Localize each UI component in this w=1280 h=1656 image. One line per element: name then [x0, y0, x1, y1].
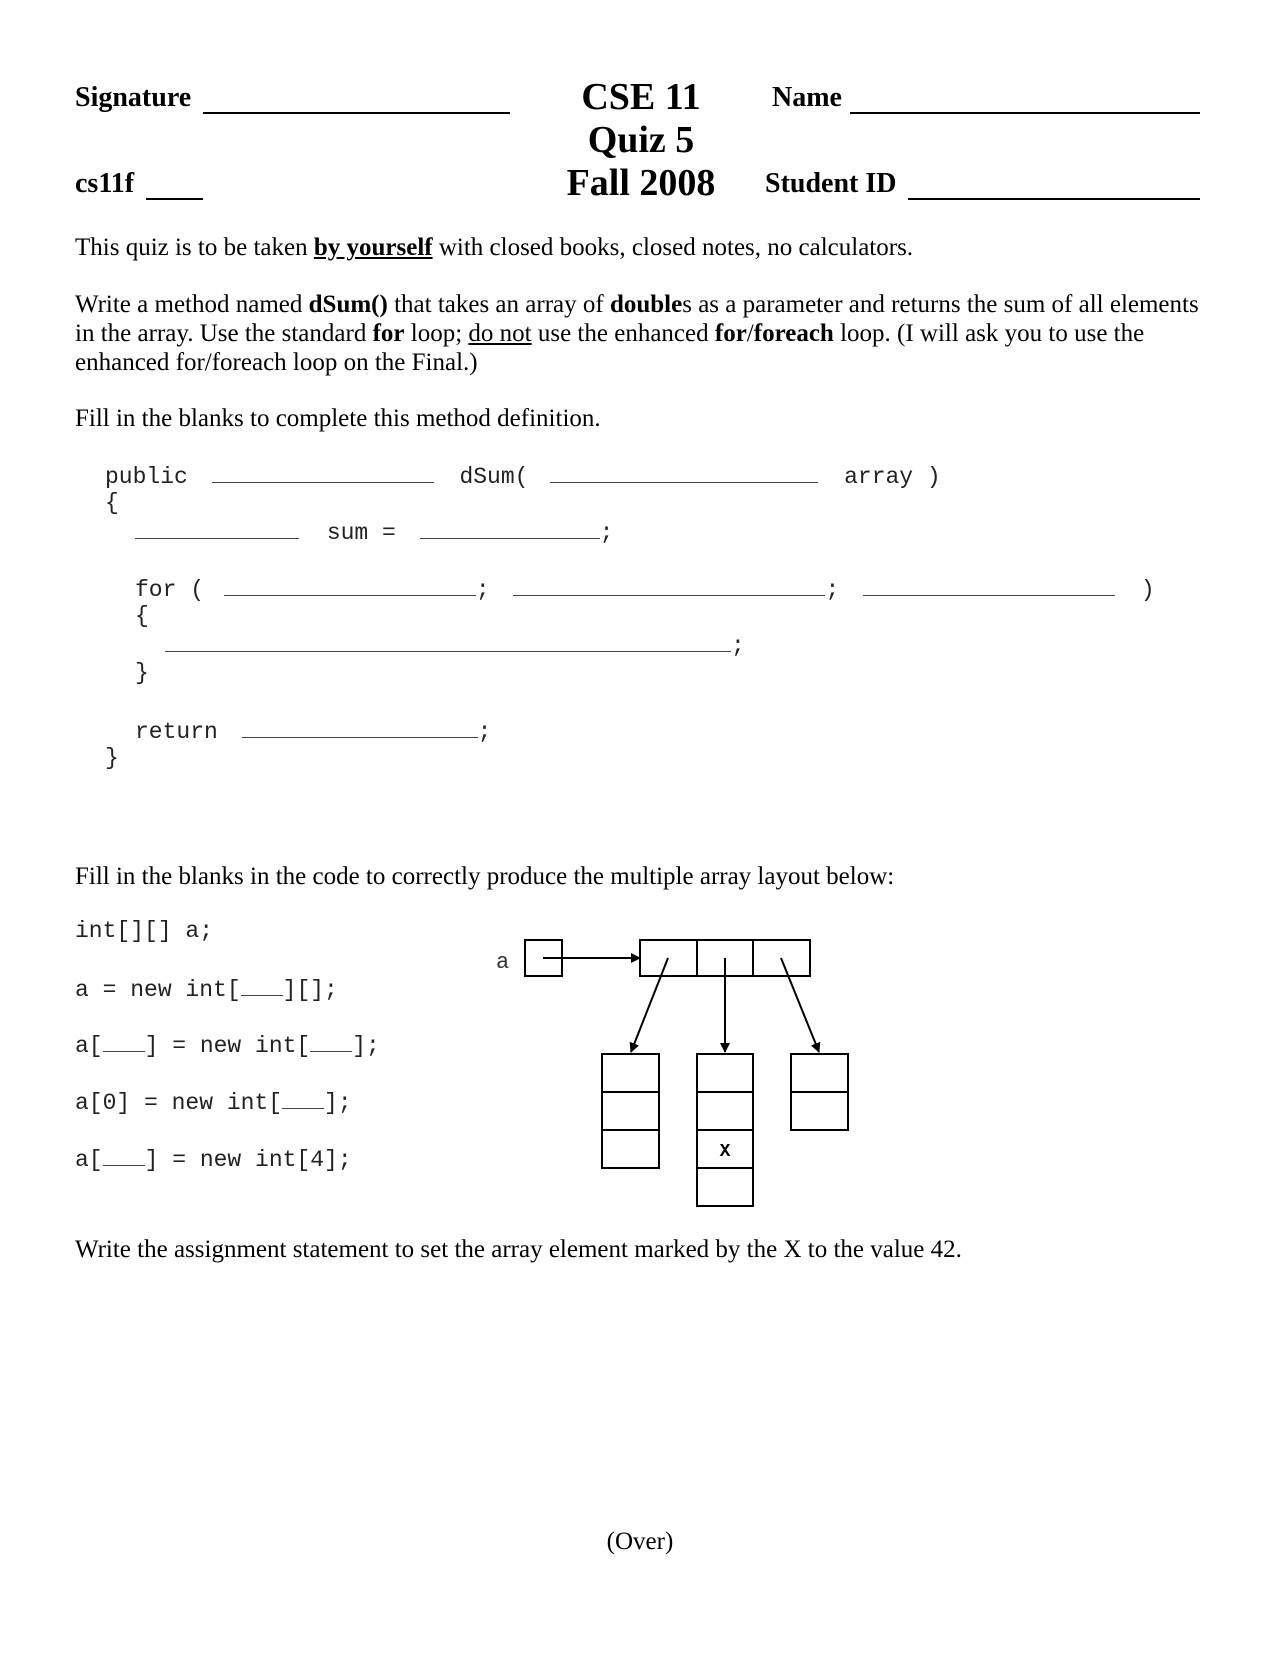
- row1-cell-3: [697, 1168, 753, 1206]
- row0-cell-2: [602, 1130, 659, 1168]
- over-label: (Over): [606, 1528, 674, 1555]
- signature-label: Signature: [75, 82, 192, 113]
- code-for-line: for ( ; ; ): [135, 577, 1155, 603]
- code-for-close-brace: }: [135, 660, 149, 686]
- code2-line-2: a = new int[ ][];: [75, 977, 338, 1003]
- code-sum-line: sum = ;: [135, 518, 613, 546]
- code-return-line: return ;: [135, 719, 492, 745]
- code2-line-3: a[ ] = new int[ ];: [75, 1033, 380, 1059]
- code-for-open-brace: {: [135, 603, 149, 629]
- outer-cell-0: [640, 940, 697, 976]
- code-close-brace: }: [105, 745, 119, 771]
- code2-line-1: int[][] a;: [75, 918, 214, 944]
- intro-text: This quiz is to be taken by yourself with closed books, closed notes, no calculators.: [75, 234, 914, 261]
- q2-instruction: Fill in the blanks in the code to correctly produce the multiple array layout below:: [75, 863, 895, 890]
- q3-instruction: Write the assignment statement to set the array element marked by the X to the value 42.: [75, 1236, 962, 1263]
- row2-cell-1: [791, 1092, 848, 1130]
- code-public-line: public dSum( array ): [105, 464, 941, 490]
- row2-cell-0: [791, 1054, 848, 1092]
- course-title: CSE 11: [581, 76, 701, 118]
- diagram-var-label: a: [496, 950, 510, 975]
- student-id-label: Student ID: [765, 168, 897, 199]
- q1-prompt: Write a method named dSum() that takes an array of doubles as a parameter and returns the sum of all elements in the array. Use the standard for loop; do not use the enhanced for/foreach loop. (I will ask you to use the enhanced for/foreach loop on the Final.): [75, 291, 1199, 376]
- quiz-title: Quiz 5: [587, 119, 695, 161]
- code-open-brace: {: [105, 490, 119, 516]
- code2-line-5: a[ ] = new int[4];: [75, 1147, 352, 1173]
- code2-line-4: a[0] = new int[ ];: [75, 1090, 352, 1116]
- code-body-line: ;: [165, 631, 745, 659]
- row1-cell-0: [697, 1054, 753, 1092]
- name-label: Name: [772, 82, 842, 113]
- pointer-row-2: [781, 958, 819, 1052]
- marked-cell-x: X: [719, 1142, 731, 1162]
- login-label: cs11f: [75, 168, 135, 199]
- pointer-row-0: [631, 958, 668, 1052]
- row0-cell-1: [602, 1092, 659, 1130]
- row1-cell-1: [697, 1092, 753, 1130]
- q1-instruction: Fill in the blanks to complete this method definition.: [75, 405, 601, 432]
- row0-cell-0: [602, 1054, 659, 1092]
- term-title: Fall 2008: [566, 162, 716, 204]
